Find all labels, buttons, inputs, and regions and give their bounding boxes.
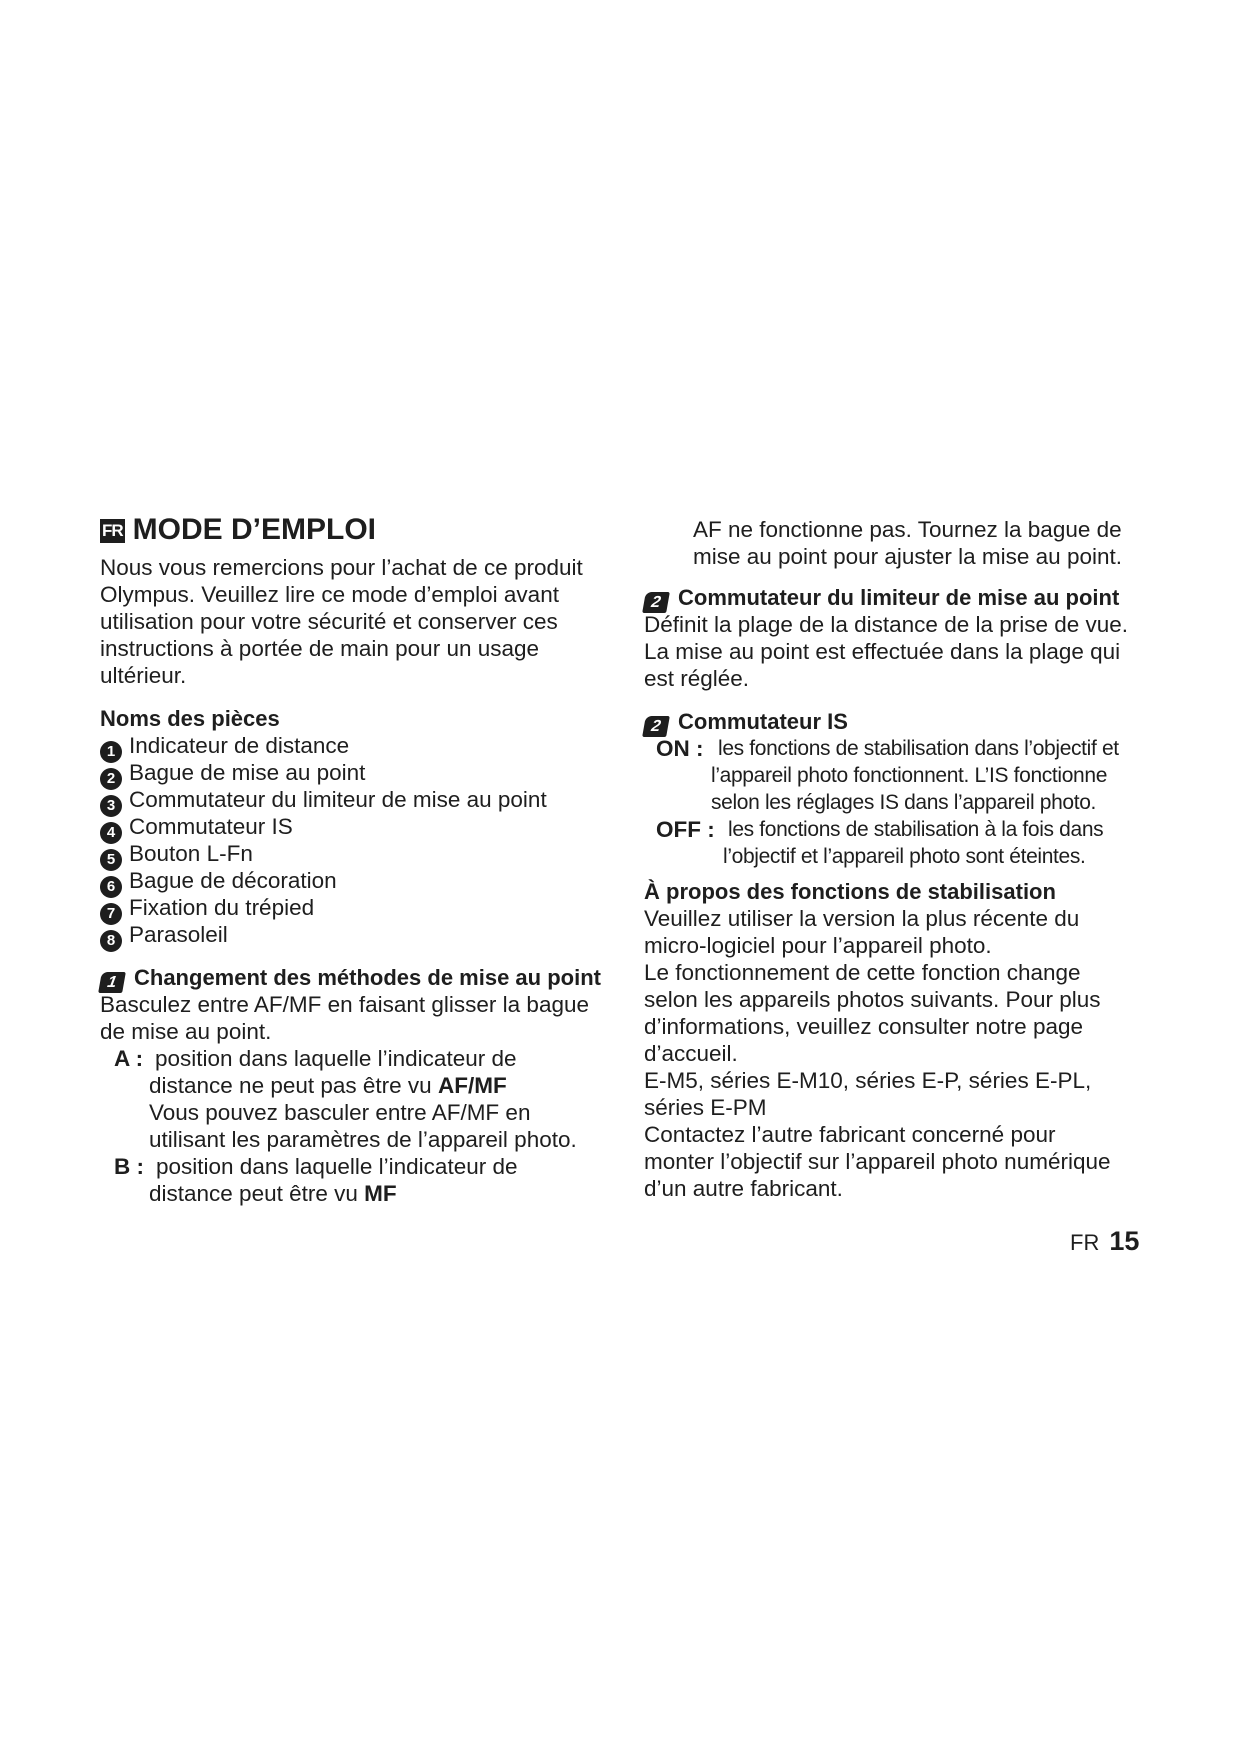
part-label: Bouton L-Fn	[129, 841, 253, 866]
about-text: E-M5, séries E-M10, séries E-P, séries E-PL,	[644, 1068, 1092, 1093]
on-label: ON :	[656, 736, 704, 761]
number-7-icon: 7	[100, 903, 122, 925]
part-label: Bague de décoration	[129, 868, 337, 893]
page-number-value: 15	[1109, 1226, 1140, 1256]
limiter-text: est réglée.	[644, 666, 750, 691]
part-label: Commutateur du limiteur de mise au point	[129, 787, 547, 812]
page-number	[1070, 1226, 1139, 1257]
option-b-continued: AF ne fonctionne pas. Tournez la bague de	[693, 517, 1122, 542]
option-a-text: position dans laquelle l’indicateur de	[155, 1046, 517, 1071]
number-3-icon: 3	[100, 795, 122, 817]
is-switch-heading: 2 Commutateur IS	[644, 708, 848, 737]
option-a-label: A :	[114, 1046, 144, 1071]
about-text: selon les appareils photos suivants. Pour plus	[644, 987, 1101, 1012]
focus-method-text: de mise au point.	[100, 1019, 272, 1044]
focus-method-heading: 1 Changement des méthodes de mise au point	[100, 964, 601, 993]
part-label: Commutateur IS	[129, 814, 293, 839]
number-4-icon: 4	[100, 822, 122, 844]
number-2-icon: 2	[100, 768, 122, 790]
about-text: micro-logiciel pour l’appareil photo.	[644, 933, 992, 958]
intro-line: Nous vous remercions pour l’achat de ce produit	[100, 555, 583, 580]
option-b-text: position dans laquelle l’indicateur de	[156, 1154, 518, 1179]
focus-method-text: Basculez entre AF/MF en faisant glisser la bague	[100, 992, 590, 1017]
off-text: l’objectif et l’appareil photo sont éteintes.	[723, 845, 1086, 868]
number-1-icon: 1	[100, 741, 122, 763]
page-lang-label: FR	[1070, 1230, 1100, 1255]
about-heading: À propos des fonctions de stabilisation	[644, 879, 1056, 904]
part-label: Bague de mise au point	[129, 760, 366, 785]
option-a-text: Vous pouvez basculer entre AF/MF en	[149, 1100, 531, 1125]
about-text: Veuillez utiliser la version la plus récente du	[644, 906, 1080, 931]
intro-line: utilisation pour votre sécurité et conserver ces	[100, 609, 558, 634]
off-text: les fonctions de stabilisation à la fois dans	[728, 818, 1104, 841]
about-text: monter l’objectif sur l’appareil photo numérique	[644, 1149, 1111, 1174]
option-a-text: distance ne peut pas être vu AF/MF	[149, 1073, 507, 1098]
number-6-icon: 6	[100, 876, 122, 898]
step-2-icon: 2	[642, 592, 670, 613]
part-label: Parasoleil	[129, 922, 228, 947]
step-2-icon: 2	[642, 716, 670, 737]
about-text: Contactez l’autre fabricant concerné pour	[644, 1122, 1056, 1147]
part-label: Indicateur de distance	[129, 733, 350, 758]
option-a-text: utilisant les paramètres de l’appareil photo.	[149, 1127, 577, 1152]
number-8-icon: 8	[100, 930, 122, 952]
number-5-icon: 5	[100, 849, 122, 871]
about-text: d’un autre fabricant.	[644, 1176, 843, 1201]
language-badge-icon: FR	[100, 519, 125, 543]
page-title	[100, 512, 376, 548]
on-text: les fonctions de stabilisation dans l’objectif et	[718, 737, 1119, 760]
option-b-text: distance peut être vu MF	[149, 1181, 397, 1206]
on-text: selon les réglages IS dans l’appareil photo.	[711, 791, 1097, 814]
option-b-continued: mise au point pour ajuster la mise au point.	[693, 544, 1122, 569]
about-text: Le fonctionnement de cette fonction change	[644, 960, 1081, 985]
step-1-icon: 1	[98, 972, 126, 993]
intro-line: ultérieur.	[100, 663, 187, 688]
parts-heading: Noms des pièces	[100, 706, 280, 731]
limiter-text: La mise au point est effectuée dans la plage qui	[644, 639, 1121, 664]
off-label: OFF :	[656, 817, 715, 842]
part-item	[100, 921, 228, 952]
limiter-heading: 2 Commutateur du limiteur de mise au point	[644, 584, 1119, 613]
intro-line: instructions à portée de main pour un usage	[100, 636, 540, 661]
about-text: d’informations, veuillez consulter notre page	[644, 1014, 1083, 1039]
option-b-label: B :	[114, 1154, 144, 1179]
about-text: d’accueil.	[644, 1041, 738, 1066]
title-text: MODE D’EMPLOI	[132, 513, 377, 546]
part-label: Fixation du trépied	[129, 895, 315, 920]
about-text: séries E-PM	[644, 1095, 767, 1120]
limiter-text: Définit la plage de la distance de la prise de vue.	[644, 612, 1129, 637]
intro-line: Olympus. Veuillez lire ce mode d’emploi avant	[100, 582, 559, 607]
on-text: l’appareil photo fonctionnent. L’IS fonctionne	[711, 764, 1108, 787]
